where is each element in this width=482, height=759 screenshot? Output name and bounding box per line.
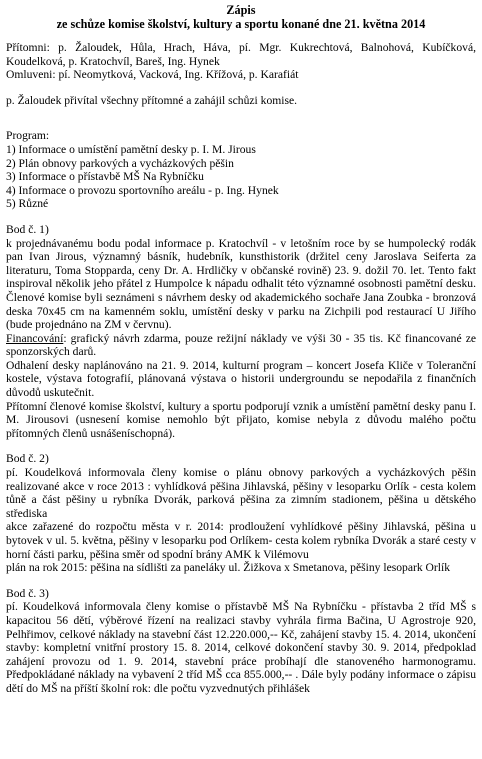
document-title: Zápis bbox=[226, 3, 256, 17]
item-paragraph: pí. Koudelková informovala členy komise o plánu obnovy parkových a vycházkových pěšin realizované akce v roce 2013 : vyhlídková pěšina Jihlavská, pěšiny v lesoparku Orlík - cesta kolem tůně a část pěšiny u rybníka Dvorák, parková pěšina za zimním stadionem, pěšina u dětského střediska bbox=[6, 466, 476, 520]
document-subtitle: ze schůze komise školství, kultury a sportu konané dne 21. května 2014 bbox=[56, 17, 426, 31]
agenda-item-2 bbox=[6, 452, 476, 574]
financing-paragraph bbox=[6, 332, 476, 359]
attendance-excused: Omluveni: pí. Neomytková, Vacková, Ing. Křížová, p. Karafiát bbox=[6, 68, 299, 82]
agenda-item-3 bbox=[6, 587, 476, 696]
item-paragraph: Přítomní členové komise školství, kultury a sportu podporují vznik a umístění pamětní desky panu I. M. Jirousovi (usnesení komise nemohlo být přijato, komise nebyla z důvodu malého počtu přítomných členů usnášeníschopná). bbox=[6, 399, 476, 440]
program-section bbox=[6, 129, 476, 211]
item-paragraph: Odhalení desky naplánováno na 21. 9. 2014, kulturní program – koncert Josefa Kliče v Toleranční kostele, výstava fotografií, plánovaná výstava o historii undergroundu se nepodařila z finančních důvodů uskutečnit. bbox=[6, 358, 476, 400]
program-list bbox=[6, 143, 476, 211]
financing-label: Financování bbox=[6, 331, 64, 345]
item-heading: Bod č. 1) bbox=[6, 222, 49, 236]
program-item: 4) Informace o provozu sportovního areálu - p. Ing. Hynek bbox=[6, 183, 279, 197]
agenda-item-1 bbox=[6, 223, 476, 441]
item-paragraph: plán na rok 2015: pěšina na sídlišti za paneláky ul. Žižkova x Smetanova, pěšiny lesopark Orlík bbox=[6, 561, 450, 575]
program-heading: Program: bbox=[6, 129, 50, 143]
financing-text: : grafický návrh zdarma, pouze režijní náklady ve výši 30 - 35 tis. Kč financované ze sponzorských darů. bbox=[6, 331, 476, 359]
program-item: 5) Různé bbox=[6, 197, 49, 211]
program-item: 3) Informace o přístavbě MŠ Na Rybníčku bbox=[6, 170, 204, 184]
item-paragraph: pí. Koudelková informovala členy komise o přístavbě MŠ Na Rybníčku - přístavba 2 tříd MŠ s kapacitou 56 dětí, výběrové řízení na realizaci stavby vyhrála firma Bačina, U Agrostroje 920, Pelhřimov, celkové náklady na stavební část 12.220.000,-- Kč, zahájení stavby 15. 4. 2014, ukončení stavby: kompletní vnitřní prostory 15. 8. 2014, celkové dokončení stavby 30. 9. 2014, předpoklad zahájení provozu od 1. 9. 2014, stavební práce probíhají dle stanoveného harmonogramu. Předpokládané náklady na vybavení 2 tříd MŠ cca 855.000,-- . Dále byly podány informace o zápisu dětí do MŠ na příští školní rok: dle počtu vyzvednutých přihlášek bbox=[6, 600, 476, 695]
attendance-present: Přítomni: p. Žaloudek, Hůla, Hrach, Háva, pí. Mgr. Kukrechtová, Balnohová, Kubíčková, Koudelková, p. Kratochvíl, Bareš, Ing. Hynek bbox=[6, 41, 476, 68]
item-heading: Bod č. 3) bbox=[6, 586, 49, 600]
program-item: 2) Plán obnovy parkových a vycházkových pěšin bbox=[6, 156, 234, 170]
item-heading: Bod č. 2) bbox=[6, 452, 49, 466]
opening-statement: p. Žaloudek přivítal všechny přítomné a zahájil schůzi komise. bbox=[6, 93, 298, 107]
program-item: 1) Informace o umístění pamětní desky p. I. M. Jirous bbox=[6, 142, 256, 156]
item-paragraph: akce zařazené do rozpočtu města v r. 2014: prodloužení vyhlídkové pěšiny Jihlavská, pěšina u bytovek v ul. 5. května, pěšiny v lesoparku pod Orlíkem- cesta kolem rybníka Dvorák a staré cesty v horní části parku, pěšina směr od spodní brány AMK k Vilémovu bbox=[6, 520, 476, 561]
item-paragraph: k projednávanému bodu podal informace p. Kratochvíl - v letošním roce by se humpolecký rodák pan Ivan Jirous, významný básník, hudebník, kunsthistorik (držitel ceny Jaroslava Seiferta za literaturu, Toma Stopparda, ceny Dr. A. Hrdličky v občanské rovině) 23. 9. dožil 70. let. Tento fakt inspiroval několik jeho přátel z Humpolce k nápadu odhalit této významné osobnosti pamětní desku. Členové komise byli seznámeni s návrhem desky od akademického sochaře Jana Zoubka - bronzová deska 70x45 cm na kamenném soklu, umístění desky v parku na Zichpili pod restaurací U Jiřího (bude projednáno na ZM v červnu). bbox=[6, 236, 476, 332]
